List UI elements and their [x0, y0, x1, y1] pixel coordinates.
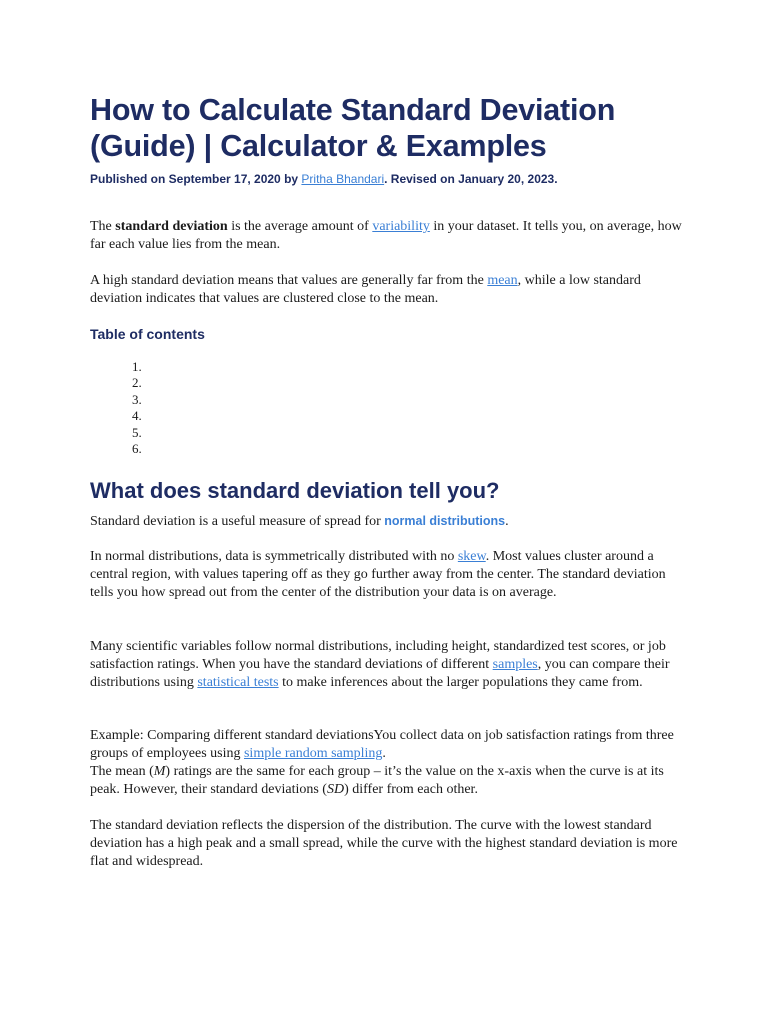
text-run: The mean (: [90, 764, 154, 779]
toc-item-number: 6.: [132, 441, 142, 457]
text-run: The: [90, 219, 116, 234]
section-paragraph-2: [90, 548, 685, 602]
intro-paragraph-2: [90, 272, 685, 308]
skew-link[interactable]: skew: [457, 549, 486, 564]
toc-item[interactable]: [132, 408, 146, 424]
text-run: , you can compare their distributions using: [90, 657, 670, 690]
text-run: , while a low standard deviation indicates that values are clustered close to the mean.: [90, 273, 641, 306]
text-run: .: [382, 746, 386, 761]
text-run: is the average amount of: [227, 219, 373, 234]
simple-random-sampling-link[interactable]: simple random sampling: [243, 746, 383, 761]
variability-link[interactable]: variability: [372, 219, 430, 234]
text-run: to make inferences about the larger populations they came from.: [278, 675, 643, 690]
toc-item-number: 2.: [132, 375, 142, 391]
section-heading: What does standard deviation tell you?: [90, 478, 500, 503]
normal-distributions-link[interactable]: normal distributions: [380, 514, 506, 528]
text-run: .: [505, 514, 509, 529]
toc-item[interactable]: [132, 375, 146, 391]
toc-heading: Table of contents: [90, 326, 205, 342]
example-paragraph: [90, 727, 685, 799]
toc-item-number: 5.: [132, 424, 142, 440]
text-run: Example: Comparing different standard deviationsYou collect data on job satisfaction ratings from three groups of employees using: [90, 728, 674, 761]
text-run: ) differ from each other.: [344, 782, 478, 797]
toc-item-number: 4.: [132, 408, 142, 424]
section-paragraph-1: [90, 512, 685, 531]
section-paragraph-5: The standard deviation reflects the dispersion of the distribution. The curve with the lowest standard deviation has a high peak and a small spread, while the curve with the highest standard deviation is more flat and widespread.: [90, 818, 678, 869]
section-paragraph-3: [90, 638, 685, 692]
intro-paragraph-1: [90, 218, 685, 254]
text-run: ) ratings are the same for each group – it’s the value on the x-axis when the curve is at its peak. However, their standard deviations (: [90, 764, 664, 797]
italic-term: SD: [326, 782, 345, 797]
toc-item[interactable]: [132, 425, 146, 441]
text-run: In normal distributions, data is symmetrically distributed with no: [90, 549, 458, 564]
text-run: Standard deviation is a useful measure of spread for: [90, 514, 381, 529]
text-run: A high standard deviation means that values are generally far from the: [90, 273, 488, 288]
text-run: in your dataset. It tells you, on average, how far each value lies from the mean.: [90, 219, 682, 252]
toc-item-number: 1.: [132, 359, 142, 374]
statistical-tests-link[interactable]: statistical tests: [197, 675, 279, 690]
author-link[interactable]: Pritha Bhandari: [301, 172, 385, 186]
revised-date: . Revised on January 20, 2023.: [384, 172, 558, 186]
page-title: How to Calculate Standard Deviation (Guide) | Calculator & Examples: [90, 93, 616, 163]
toc-item[interactable]: [132, 392, 146, 408]
published-date: Published on September 17, 2020 by: [90, 172, 302, 186]
toc-item[interactable]: [132, 441, 146, 457]
italic-term: M: [153, 764, 166, 779]
byline: [90, 170, 558, 188]
toc-list: [132, 359, 146, 457]
samples-link[interactable]: samples: [492, 657, 538, 672]
toc-item-number: 3.: [132, 391, 142, 407]
bold-term: standard deviation: [115, 219, 228, 234]
text-run: . Most values cluster around a central region, with values tapering off as they go further away from the center. The standard deviation tells you how spread out from the center of the distribution your data is on average.: [90, 549, 666, 600]
mean-link[interactable]: mean: [487, 273, 518, 288]
toc-item[interactable]: [132, 359, 146, 375]
text-run: Many scientific variables follow normal distributions, including height, standardized test scores, or job satisfaction ratings. When you have the standard deviations of different: [90, 639, 666, 672]
